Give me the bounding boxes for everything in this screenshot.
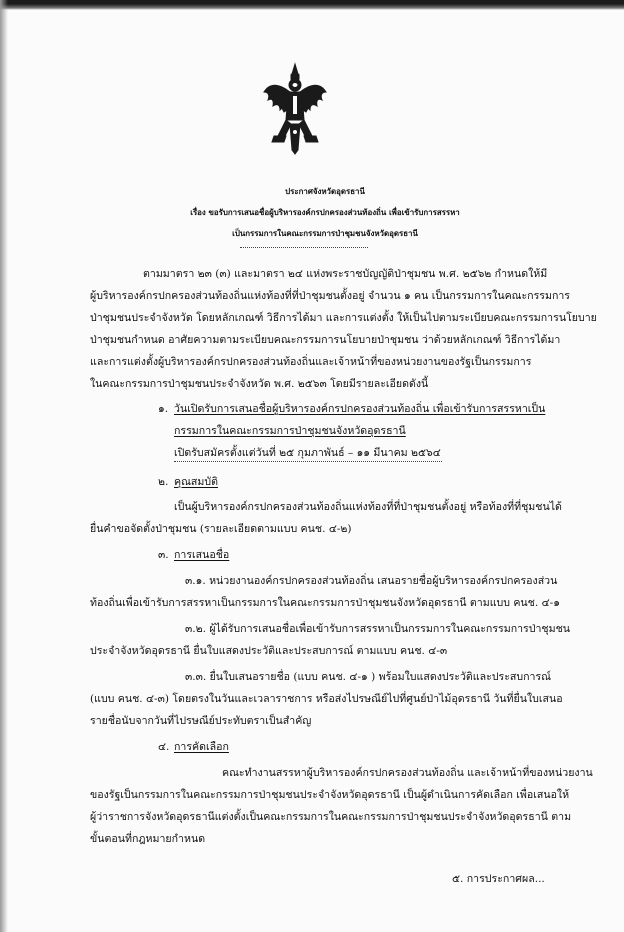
section-1-number: ๑. [158, 403, 169, 415]
section-4-text: คณะทำงานสรรหาผู้บริหารองค์กรปกครองส่วนท้องถิ่น และเจ้าหน้าที่ของหน่วยงาน [222, 767, 593, 779]
section-1-dates: เปิดรับสมัครตั้งแต่วันที่ ๒๕ กุมภาพันธ์ – ๑๑ มีนาคม ๒๕๖๔ [174, 447, 441, 459]
section-3-2-text: ๓.๒. ผู้ได้รับการเสนอชื่อเพื่อเข้ารับการสรรหาเป็นกรรมการในคณะกรรมการป่าชุมชน [185, 623, 571, 635]
title-separator [240, 247, 368, 248]
section-4-text: ผู้ว่าราชการจังหวัดอุดรธานีแต่งตั้งเป็นคณะกรรมการในคณะกรรมการป่าชุมชนประจำจังหวัดอุดรธานี ตาม [90, 811, 572, 823]
section-3-3-text: (แบบ คนช. ๔-๓) โดยตรงในวันและเวลาราชการ หรือส่งไปรษณีย์ไปที่ศูนย์ป่าไม้อุดรธานี วันที่ยื่นใบเสนอ [90, 693, 563, 705]
announcement-subject-line-2: เป็นกรรมการในคณะกรรมการป่าชุมชนจังหวัดอุดรธานี [232, 229, 418, 238]
section-2-text: เป็นผู้บริหารองค์กรปกครองส่วนท้องถิ่นแห่งท้องที่ที่ป่าชุมชนตั้งอยู่ หรือท้องที่ที่ชุมชนได้ [174, 501, 562, 513]
section-1-heading-cont: กรรมการในคณะกรรมการป่าชุมชนจังหวัดอุดรธานี [174, 425, 406, 437]
announcement-subject-line-1: เรื่อง ขอรับการเสนอชื่อผู้บริหารองค์กรปกครองส่วนท้องถิ่น เพื่อเข้ารับการสรรหา [190, 208, 460, 217]
intro-line: ตามมาตรา ๒๓ (๓) และมาตรา ๒๔ แห่งพระราชบัญญัติป่าชุมชน พ.ศ. ๒๕๖๒ กำหนดให้มี [143, 268, 548, 280]
intro-line: ผู้บริหารองค์กรปกครองส่วนท้องถิ่นแห่งท้องที่ที่ป่าชุมชนตั้งอยู่ จำนวน ๑ คน เป็นกรรมการในคณะกรรมการ [90, 290, 570, 302]
section-4-number: ๔. [158, 741, 170, 753]
announcement-org: ประกาศจังหวัดอุดรธานี [285, 187, 365, 196]
section-2-number: ๒. [158, 476, 169, 488]
section-3-1-text: ๓.๑. หน่วยงานองค์กรปกครองส่วนท้องถิ่น เสนอรายชื่อผู้บริหารองค์กรปกครองส่วน [185, 575, 558, 587]
section-2-text: ยื่นคำขอจัดตั้งป่าชุมชน (รายละเอียดตามแบบ คนช. ๔-๒) [90, 523, 352, 535]
section-2-heading: คุณสมบัติ [174, 476, 218, 488]
intro-line: ป่าชุมชนกำหนด อาศัยความตามระเบียบคณะกรรมการนโยบายป่าชุมชน ว่าด้วยหลักเกณฑ์ วิธีการได้มา [90, 334, 561, 346]
section-4-text: ของรัฐเป็นกรรมการในคณะกรรมการป่าชุมชนประจำจังหวัดอุดรธานี เป็นผู้ดำเนินการคัดเลือก เพื่อเสนอให้ [90, 789, 570, 801]
intro-line: ป่าชุมชนประจำจังหวัด โดยหลักเกณฑ์ วิธีการได้มา และการแต่งตั้ง ให้เป็นไปตามระเบียบคณะกรรมการนโยบาย [90, 312, 597, 324]
section-3-3-text: ๓.๓. ยื่นใบเสนอรายชื่อ (แบบ คนช. ๔-๑ ) พร้อมใบแสดงประวัติและประสบการณ์ [185, 671, 551, 683]
section-3-heading: การเสนอชื่อ [174, 549, 230, 561]
section-3-2-text: ประจำจังหวัดอุดรธานี ยื่นใบแสดงประวัติและประสบการณ์ ตามแบบ คนช. ๔-๓ [90, 645, 448, 657]
section-3-1-text: ท้องถิ่นเพื่อเข้ารับการสรรหาเป็นกรรมการในคณะกรรมการป่าชุมชนจังหวัดอุดรธานี ตามแบบ คนช. ๔-๑ [90, 597, 560, 609]
section-3-number: ๓. [158, 549, 169, 561]
announcement-title-block [40, 181, 610, 244]
continuation-marker: ๕. การประกาศผล... [452, 873, 545, 885]
scan-edge-top [0, 0, 624, 10]
intro-line: และการแต่งตั้งผู้บริหารองค์กรปกครองส่วนท้องถิ่นและเจ้าหน้าที่ของหน่วยงานของรัฐเป็นกรรมการ [90, 356, 532, 368]
dates-dotted-line [174, 461, 442, 462]
section-4-heading: การคัดเลือก [174, 741, 229, 753]
garuda-emblem-icon [262, 62, 328, 156]
scan-edge-left [0, 0, 8, 932]
section-3-3-text: รายชื่อนับจากวันที่ไปรษณีย์ประทับตราเป็นสำคัญ [90, 715, 312, 727]
section-1-heading: วันเปิดรับการเสนอชื่อผู้บริหารองค์กรปกครองส่วนท้องถิ่น เพื่อเข้ารับการสรรหาเป็น [174, 403, 546, 415]
intro-line: ในคณะกรรมการป่าชุมชนประจำจังหวัด พ.ศ. ๒๕๖๓ โดยมีรายละเอียดดังนี้ [90, 378, 429, 390]
section-4-text: ขั้นตอนที่กฎหมายกำหนด [90, 833, 206, 845]
